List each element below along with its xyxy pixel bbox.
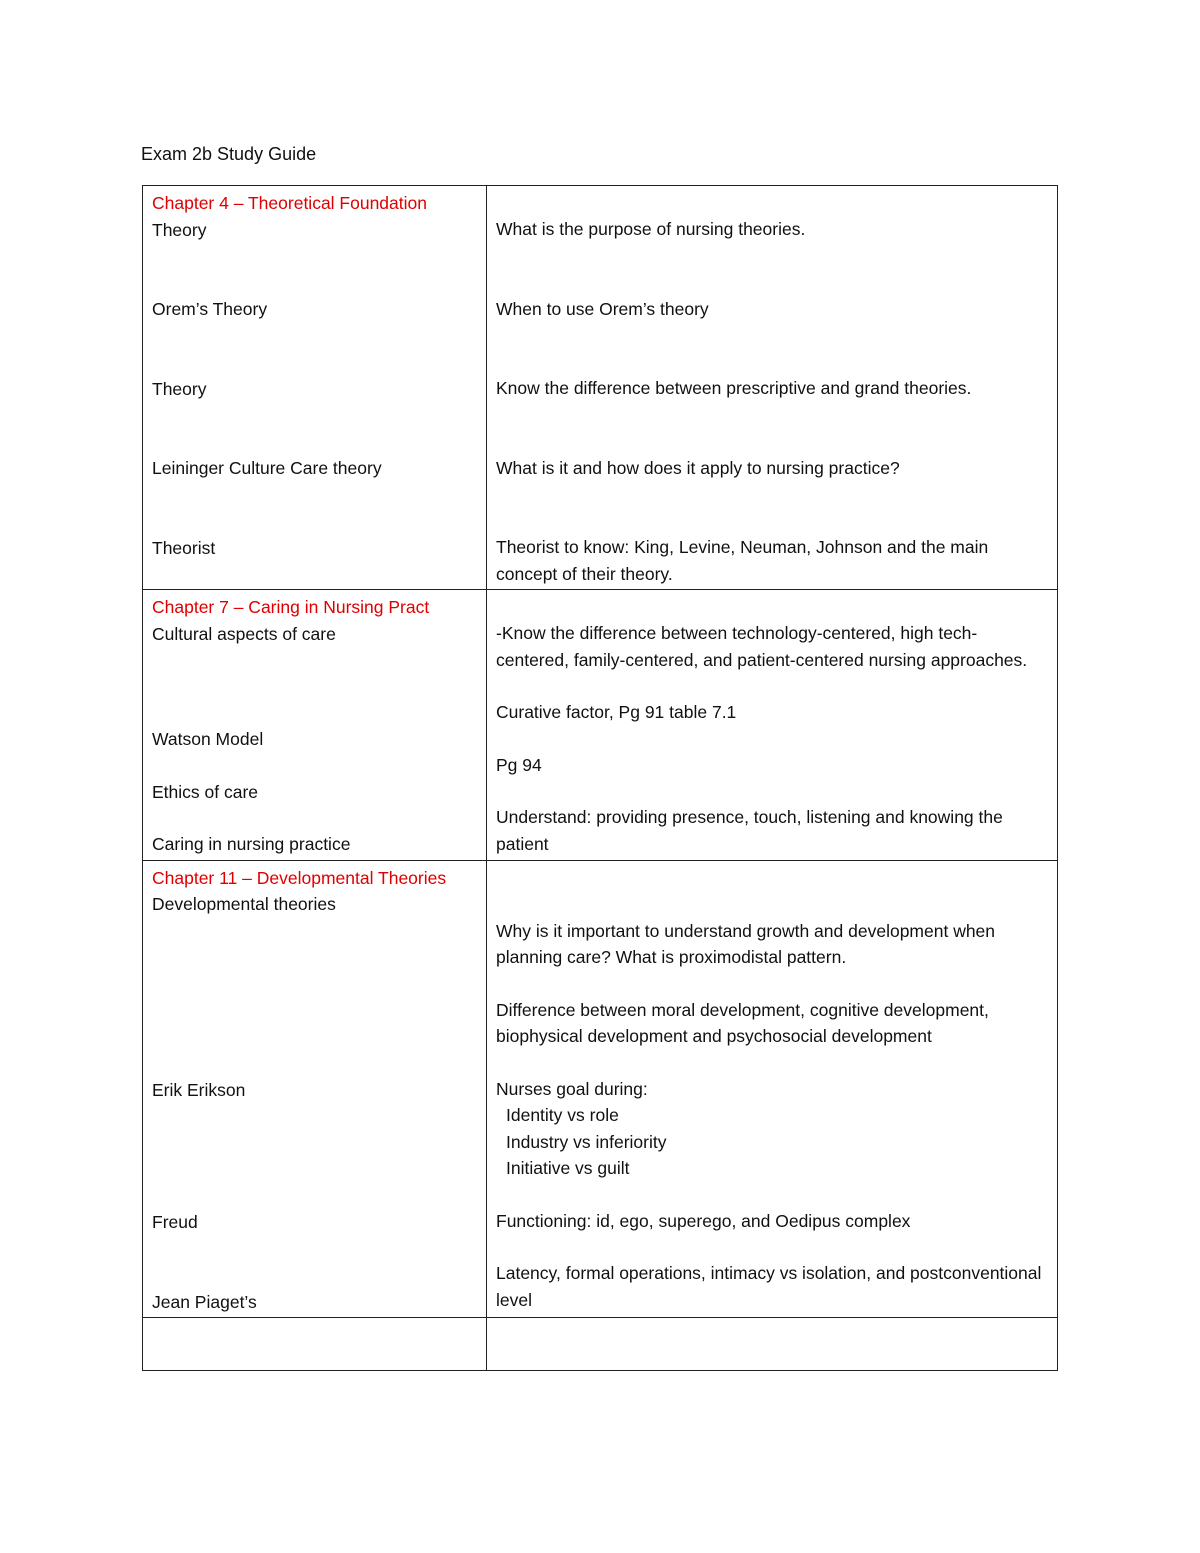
document-title: Exam 2b Study Guide: [141, 144, 317, 164]
topic-caring: Caring in nursing practice: [152, 834, 351, 854]
topic-freud: Freud: [152, 1212, 198, 1232]
detail-freud: Functioning: id, ego, superego, and Oedipus complex: [496, 1210, 911, 1231]
topic-developmental: Developmental theories: [152, 894, 336, 914]
detail-caring: Understand: providing presence, touch, listening and knowing the patient: [496, 807, 1008, 854]
empty-cell: [143, 1318, 487, 1371]
erikson-stage: Initiative vs guilt: [506, 1158, 630, 1178]
chapter-4-details: [487, 186, 1058, 590]
chapter-7-header: Chapter 7 – Caring in Nursing Pract: [152, 597, 430, 617]
topic-ethics: Ethics of care: [152, 781, 259, 802]
erikson-stage: Identity vs role: [506, 1105, 619, 1125]
detail-piaget: Latency, formal operations, intimacy vs isolation, and postconventional level: [496, 1263, 1047, 1310]
topic-piaget: Jean Piaget’s: [152, 1291, 257, 1312]
detail-leininger: What is it and how does it apply to nursing practice?: [496, 457, 900, 478]
detail-theory-2: Know the difference between prescriptive and grand theories.: [496, 378, 972, 398]
detail-cultural-aspects: -Know the difference between technology-centered, high tech-centered, family-centered, and patient-centered nursing approaches.: [496, 623, 1028, 670]
detail-developmental-1: Why is it important to understand growth and development when planning care? What is proximodistal pattern.: [496, 920, 1000, 967]
topic-cultural-aspects: Cultural aspects of care: [152, 623, 336, 644]
detail-theorist: Theorist to know: King, Levine, Neuman, Johnson and the main concept of their theory.: [496, 537, 994, 584]
empty-row: [143, 1318, 1058, 1371]
detail-watson: Curative factor, Pg 91 table 7.1: [496, 702, 737, 722]
topic-orem: Orem’s Theory: [152, 299, 268, 319]
chapter-7-topics: [143, 590, 487, 861]
topic-theorist: Theorist: [152, 537, 216, 558]
chapter-7-row: [143, 590, 1058, 861]
topic-theory-1: Theory: [152, 219, 207, 240]
detail-erikson-intro: Nurses goal during:: [496, 1078, 648, 1099]
chapter-7-details: [487, 590, 1058, 861]
chapter-4-header: Chapter 4 – Theoretical Foundation: [152, 193, 427, 213]
chapter-11-topics: [143, 860, 487, 1318]
study-guide-table: [142, 185, 1058, 1371]
chapter-4-topics: [143, 186, 487, 590]
detail-theory-1: What is the purpose of nursing theories.: [496, 219, 806, 239]
erikson-stage: Industry vs inferiority: [506, 1131, 667, 1152]
empty-cell: [487, 1318, 1058, 1371]
topic-theory-2: Theory: [152, 378, 207, 399]
chapter-4-row: [143, 186, 1058, 590]
chapter-11-row: [143, 860, 1058, 1318]
topic-watson: Watson Model: [152, 729, 264, 749]
detail-developmental-2: Difference between moral development, cognitive development, biophysical development and psychosocial development: [496, 999, 994, 1046]
chapter-11-details: [487, 860, 1058, 1318]
detail-ethics: Pg 94: [496, 754, 542, 775]
topic-erikson: Erik Erikson: [152, 1079, 246, 1100]
detail-orem: When to use Orem’s theory: [496, 298, 709, 319]
chapter-11-header: Chapter 11 – Developmental Theories: [152, 867, 447, 888]
topic-leininger: Leininger Culture Care theory: [152, 458, 382, 478]
